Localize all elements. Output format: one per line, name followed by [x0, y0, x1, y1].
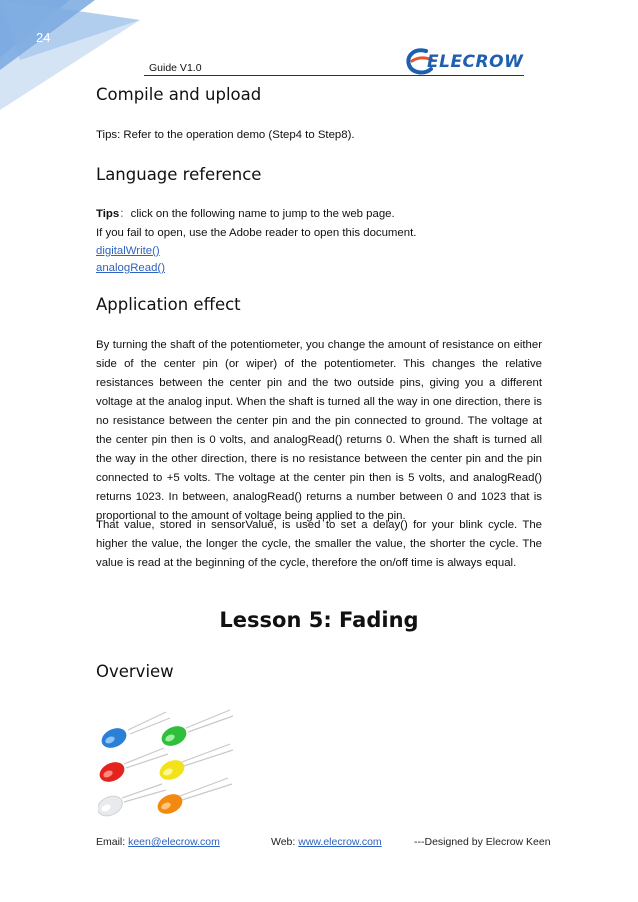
footer-email-link[interactable]: keen@elecrow.com: [128, 836, 220, 848]
white-led: [98, 792, 126, 818]
tips-text: click on the following name to jump to the web page.: [130, 208, 395, 220]
link-digitalwrite[interactable]: digitalWrite(): [96, 245, 160, 257]
tips-line: [96, 205, 395, 224]
red-led: [98, 758, 128, 785]
logo-text: ELECROW: [427, 52, 524, 72]
tips-label: Tips: [96, 208, 120, 220]
green-led: [158, 722, 189, 749]
footer-designer: Elecrow Keen: [485, 836, 551, 848]
blue-led: [98, 724, 129, 751]
footer-email-label: Email:: [96, 836, 129, 848]
compile-tip: Tips: Refer to the operation demo (Step4 to Step8).: [96, 129, 355, 141]
page-number: 24: [36, 30, 51, 45]
orange-led: [154, 790, 185, 817]
guide-version: Guide V1.0: [149, 62, 202, 74]
footer-designed-prefix: ---Designed by: [414, 836, 486, 848]
compile-heading: Compile and upload: [96, 85, 262, 104]
overview-heading: Overview: [96, 662, 174, 681]
lesson-title: Lesson 5: Fading: [219, 608, 419, 632]
footer-web-link[interactable]: www.elecrow.com: [298, 836, 382, 848]
footer-web: [271, 836, 382, 848]
link-analogread[interactable]: analogRead(): [96, 262, 166, 274]
effect-paragraph-2: That value, stored in sensorValue, is used to set a delay() for your blink cycle. The higher the value, the longer the cycle, the smaller the value, the shorter the cycle. The value is read at the beginning of the cycle, therefore the on/off time is always equal.: [96, 519, 542, 569]
tips-separator: ：: [119, 208, 131, 220]
yellow-led: [156, 756, 187, 783]
footer-designed-by: [414, 836, 551, 848]
footer-email: [96, 836, 220, 848]
effect-paragraph-1: By turning the shaft of the potentiometer, you change the amount of resistance on either side of the center pin (or wiper) of the potentiometer. This changes the relative resistances between the center pin and the two outside pins, giving you a different voltage at the analog input. When the shaft is turned all the way in one direction, there is no resistance between the center pin and the pin connected to ground. The voltage at the center pin then is 0 volts, and analogRead() returns 0. When the shaft is turned all the way in the other direction, there is no resistance between the center pin and the pin connected to +5 volts. The voltage at the center pin then is 5 volts, and analogRead() returns 1023. In between, analogRead() returns a number between 0 and 1023 that is proportional to the amount of voltage being applied to the pin.: [96, 339, 542, 522]
led-photo: [98, 706, 238, 818]
language-heading: Language reference: [96, 165, 262, 184]
tips-line-2: If you fail to open, use the Adobe reader to open this document.: [96, 227, 417, 239]
footer-web-label: Web:: [271, 836, 299, 848]
effect-heading: Application effect: [96, 295, 241, 314]
